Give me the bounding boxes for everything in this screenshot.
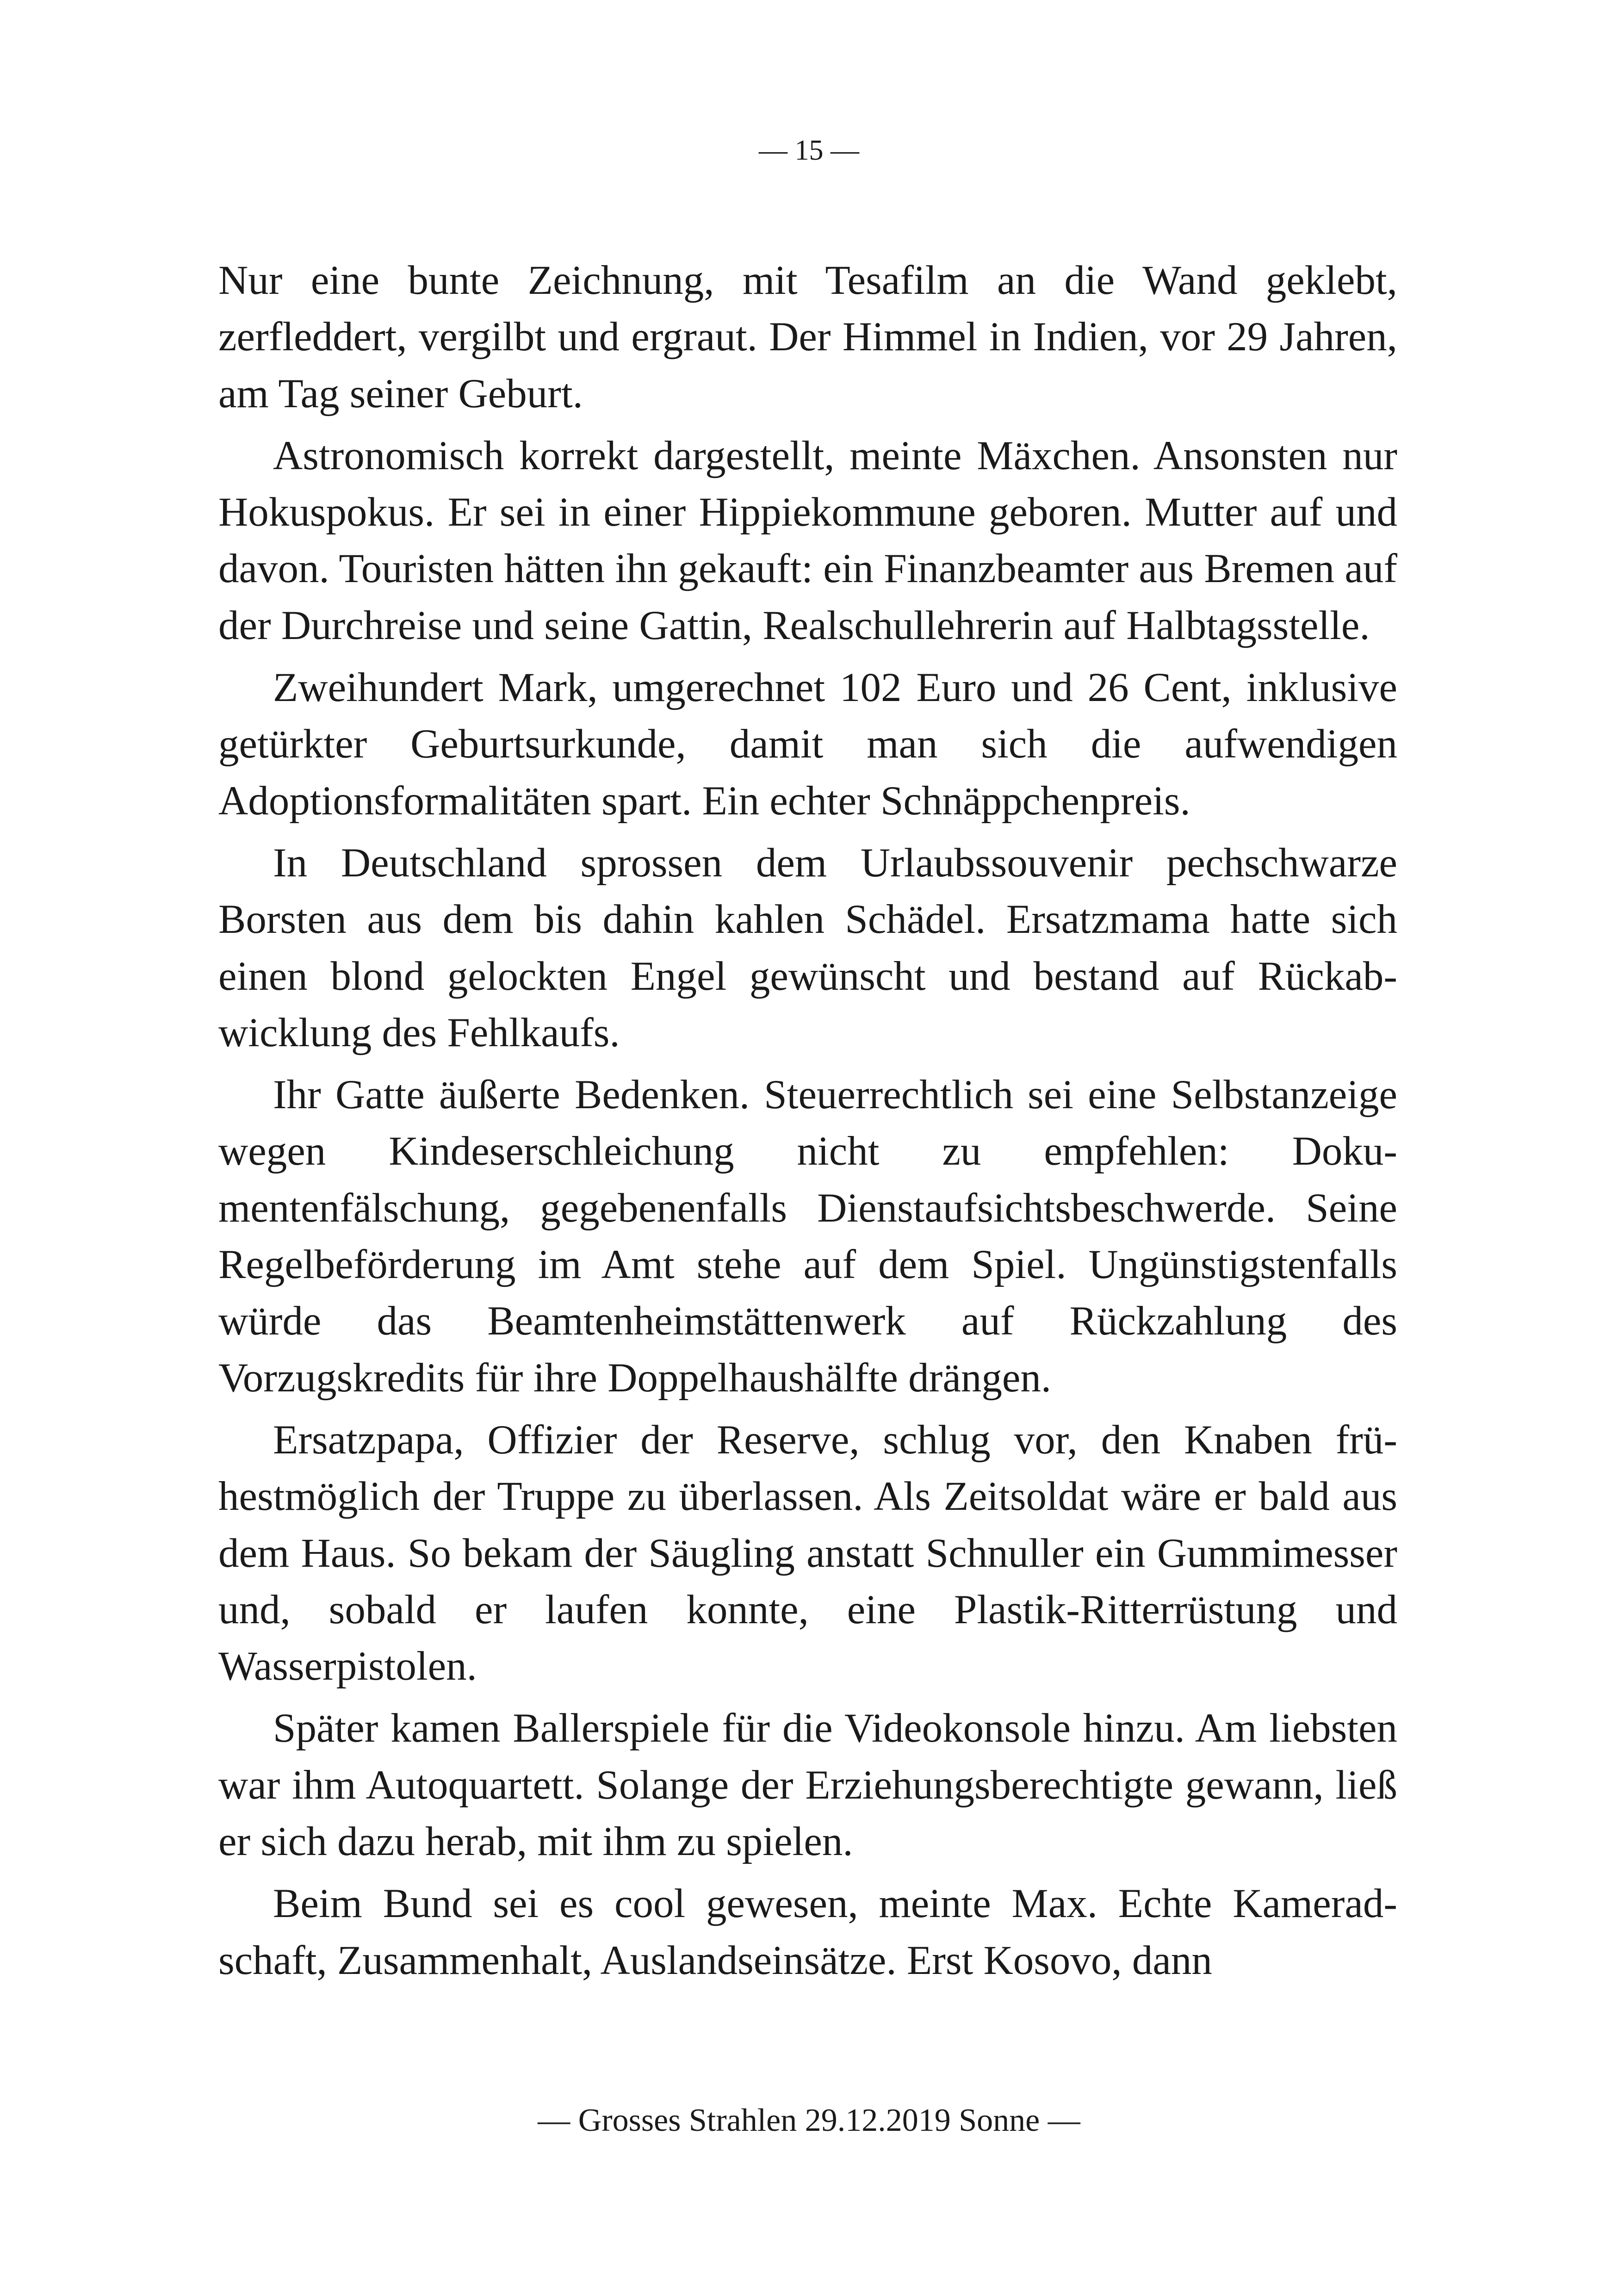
body-text (218, 252, 1397, 1994)
paragraph: Nur eine bunte Zeichnung, mit Tesafilm an die Wand geklebt, zerfleddert, vergilbt und ergraut. Der Himmel in Indien, vor 29 Jahren, am Tag seiner Geburt. (218, 258, 1397, 416)
paragraph: Zweihundert Mark, umgerechnet 102 Euro und 26 Cent, inklusive getürkter Geburtsurkunde, damit man sich die aufwendigen Adoptionsformalitäten spart. Ein echter Schnäppchenpreis. (218, 665, 1397, 824)
paragraph: Ersatzpapa, Offizier der Reserve, schlug vor, den Knaben frühestmöglich der Truppe zu überlassen. Als Zeitsoldat wäre er bald aus dem Haus. So bekam der Säugling anstatt Schnuller ein Gummimesser und, sobald er laufen konnte, eine Plastik-Ritterrüstung und Wasserpistolen. (218, 1417, 1397, 1689)
running-footer: — Grosses Strahlen 29.12.2019 Sonne — (538, 2103, 1080, 2138)
page-number: — 15 — (759, 135, 859, 166)
paragraph: Astronomisch korrekt dargestellt, meinte Mäxchen. Ansonsten nur Hokuspokus. Er sei in einer Hippiekommune geboren. Mutter auf und davon. Touristen hätten ihn gekauft: ein Finanzbeamter aus Bremen auf der Durchreise und seine Gattin, Realschullehrerin auf Halbtagsstelle. (218, 433, 1397, 648)
paragraph: Später kamen Ballerspiele für die Videokonsole hinzu. Am liebsten war ihm Autoquartett. Solange der Erziehungsberechtigte gewann, ließ er sich dazu herab, mit ihm zu spielen. (218, 1706, 1397, 1865)
paragraph: Ihr Gatte äußerte Bedenken. Steuerrechtlich sei eine Selbstanzeige wegen Kindeserschleichung nicht zu empfehlen: Dokumentenfälschung, gegebenenfalls Dienstaufsichtsbeschwerde. Seine Regelbeförderung im Amt stehe auf dem Spiel. Ungünstigstenfalls würde das Beamtenheimstättenwerk auf Rückzahlung des Vorzugskredits für ihre Doppelhaushälfte drängen. (218, 1072, 1397, 1401)
paragraph: Beim Bund sei es cool gewesen, meinte Max. Echte Kameradschaft, Zusammenhalt, Auslandseinsätze. Erst Kosovo, dann (218, 1881, 1397, 1983)
paragraph: In Deutschland sprossen dem Urlaubssouvenir pechschwarze Borsten aus dem bis dahin kahlen Schädel. Ersatzmama hatte sich einen blond gelockten Engel gewünscht und bestand auf Rückabwicklung des Fehlkaufs. (218, 840, 1397, 1055)
